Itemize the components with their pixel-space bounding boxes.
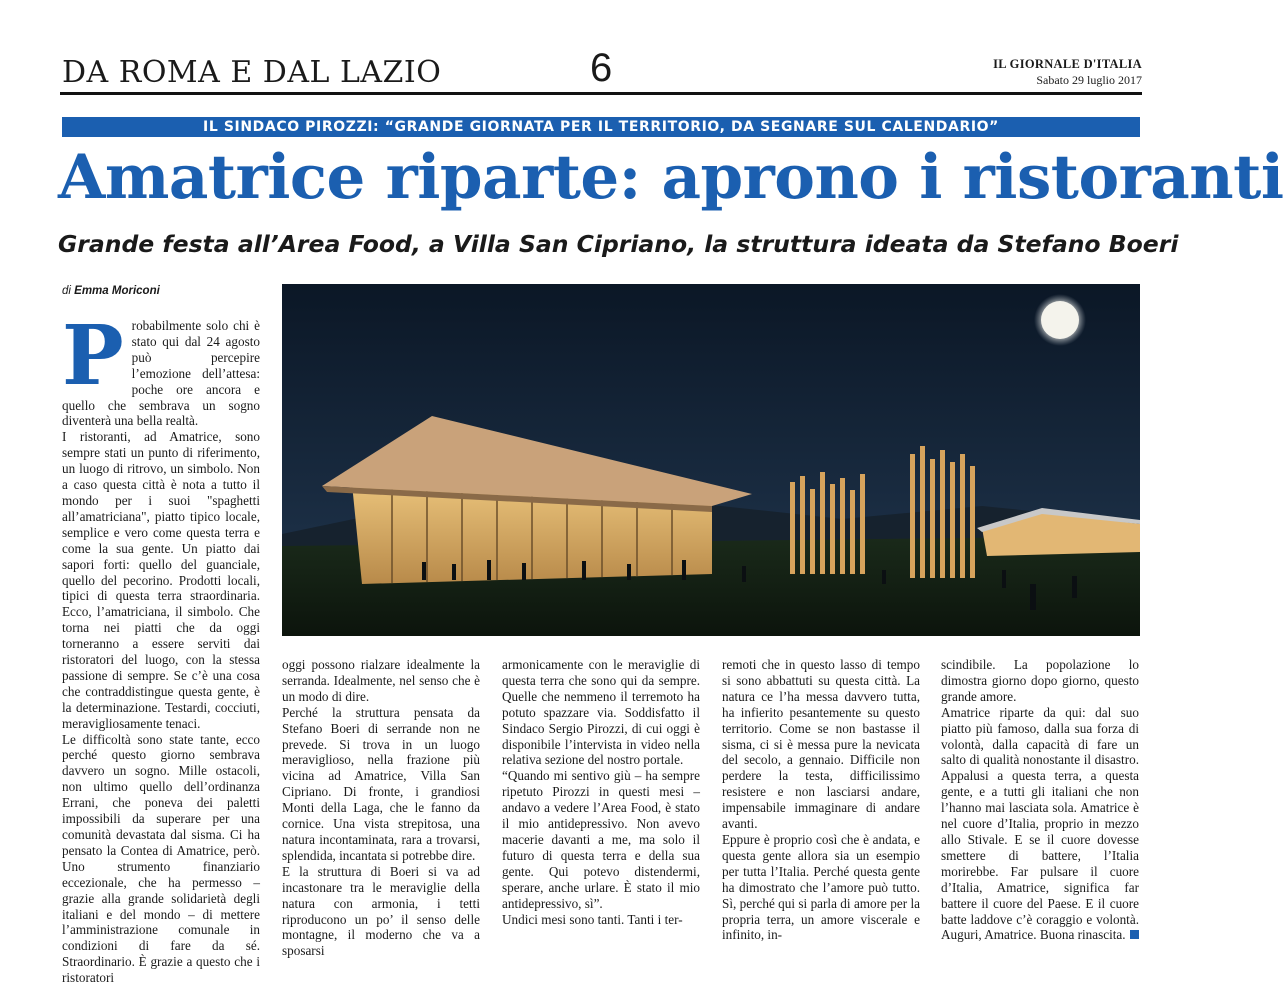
page-number: 6 [590, 46, 613, 90]
masthead: IL GIORNALE D'ITALIA [993, 57, 1142, 71]
paragraph [941, 705, 1139, 944]
issue-date: Sabato 29 luglio 2017 [1036, 73, 1142, 87]
header-rule [60, 92, 1142, 95]
kicker-bar: IL SINDACO PIROZZI: “GRANDE GIORNATA PER IL TERRITORIO, DA SEGNARE SUL CALENDARIO” [62, 117, 1140, 137]
section-name: DA ROMA E DAL LAZIO [62, 55, 442, 90]
architectural-rendering-photo [282, 284, 1140, 636]
article-column-2 [282, 657, 480, 959]
article-column-1 [62, 308, 260, 986]
headline: Amatrice riparte: aprono i ristoranti [58, 142, 1284, 213]
article-column-3 [502, 657, 700, 929]
paragraph: oggi possono rialzare idealmente la serranda. Idealmente, nel senso che è un modo di dire. [282, 657, 480, 704]
paragraph: E la struttura di Boeri si va ad incastonare tra le meraviglie della natura con armonia, i tetti riproducono un po’ il senso delle montagne, il moderno che va a sposarsi [282, 863, 480, 959]
paragraph: I ristoranti, ad Amatrice, sono sempre stati un punto di riferimento, un luogo di ritrovo, un simbolo. Non a caso questa città è nota a tutto il mondo per i suoi "spaghetti all’amatriciana", piatto tipico locale, semplice e vero come questa terra e come la sua gente. Un piatto dai sapori forti: quello del guanciale, quello del pecorino. Prodotti locali, tipici di questa terra straordinaria. Ecco, l’amatriciana, il simbolo. Che torna nei piatti che da oggi torneranno a essere serviti dai ristoratori del luogo, con la stessa passione di sempre. Se c’è una cosa che contraddistingue questa gente, è la determinazione. Testardi, cocciuti, meravigliosamente tenaci. [62, 429, 260, 731]
paragraph: “Quando mi sentivo giù – ha sempre ripetuto Pirozzi in questi mesi – andavo a vedere l’Area Food, è stato il mio antidepressivo. Non avevo macerie davanti a me, ma solo il futuro di questa terra e della sua gente. Qui potevo distendermi, sperare, anche urlare. È stato il mio antidepressivo, sì”. [502, 768, 700, 911]
paragraph: Le difficoltà sono state tante, ecco perché questo giorno sembrava davvero un sogno. Mille ostacoli, non ultimo quello dell’ordinanza Errani, che poneva dei paletti impossibili da superare per una comunità devastata dal sisma. Ci ha pensato la Contea di Amatrice, però. Uno strumento finanziario eccezionale, che ha permesso – grazie alla grande solidarietà degli italiani e del mondo – di mettere l’amministrazione comunale in condizioni di fare da sé. Straordinario. È grazie a questo che i ristoratori [62, 731, 260, 986]
byline-author: Emma Moriconi [74, 285, 160, 297]
paragraph [62, 308, 260, 429]
paragraph: armonicamente con le meraviglie di questa terra che sono qui da sempre. Quelle che nemmeno il terremoto ha potuto spazzare via. Soddisfatto il Sindaco Sergio Pirozzi, di cui oggi è disponibile l’intervista in video nella relativa sezione del nostro portale. [502, 657, 700, 768]
end-of-article-square-icon [1130, 930, 1139, 939]
paragraph: scindibile. La popolazione lo dimostra giorno dopo giorno, questo grande amore. [941, 657, 1139, 704]
byline [62, 285, 160, 297]
paragraph: Perché la struttura pensata da Stefano Boeri di serrande non ne prevede. Si trova in un luogo meraviglioso, nella frazione più vicina ad Amatrice, Villa San Cipriano. Di fronte, i grandiosi Monti della Laga, che le fanno da cornice. Una vista strepitosa, una natura incontaminata, rara a trovarsi, splendida, incantata si potrebbe dire. [282, 704, 480, 863]
article-column-4 [722, 657, 920, 943]
paragraph: remoti che in questo lasso di tempo si sono abbattuti su questa città. La natura ce l’ha messa davvero tutta, ha infierito pesantemente su questo territorio. Come se non bastasse il sisma, ci si è messa pure la nevicata del secolo, a gennaio. Difficile non perdere la testa, difficilissimo resistere e non lasciarsi andare, impensabile immaginare di andare avanti. [722, 657, 920, 832]
article-column-5 [941, 657, 1139, 943]
paragraph: Undici mesi sono tanti. Tanti i ter- [502, 911, 683, 927]
drop-cap: P [62, 308, 124, 404]
paragraph: Eppure è proprio così che è andata, e questa gente allora sia un esempio per tutta l’Italia. Perché questa gente ha dimostrato che l’amore può tutto. Sì, perché qui si parla di amore per la propria terra, un amore viscerale e infinito, in- [722, 831, 920, 943]
byline-prefix: di [62, 285, 71, 297]
paragraph-text: robabilmente solo chi è stato qui dal 24 agosto può percepire l’emozione dell’attesa: poche ore ancora e quello che sembrava un sogno diventerà una bella realtà. [62, 318, 260, 429]
subheadline: Grande festa all’Area Food, a Villa San Cipriano, la struttura ideata da Stefano Boeri [58, 230, 1179, 258]
paragraph-text: Amatrice riparte da qui: dal suo piatto più famoso, dalla sua forza di volontà, dalla capacità di fare un salto di qualità nonostante il disastro. Appalusi a questa terra, a questa gente, e a tutti gli italiani che non l’hanno mai lasciata sola. Amatrice è nel cuore d’Italia, proprio in mezzo allo Stivale. E se il cuore dovesse smettere di battere, l’Italia morirebbe. Far pulsare il cuore d’Italia, Amatrice, significa far battere il cuore del Paese. E il cuore batte laddove c’è coraggio e volontà. Auguri, Amatrice. Buona rinascita. [941, 704, 1139, 943]
